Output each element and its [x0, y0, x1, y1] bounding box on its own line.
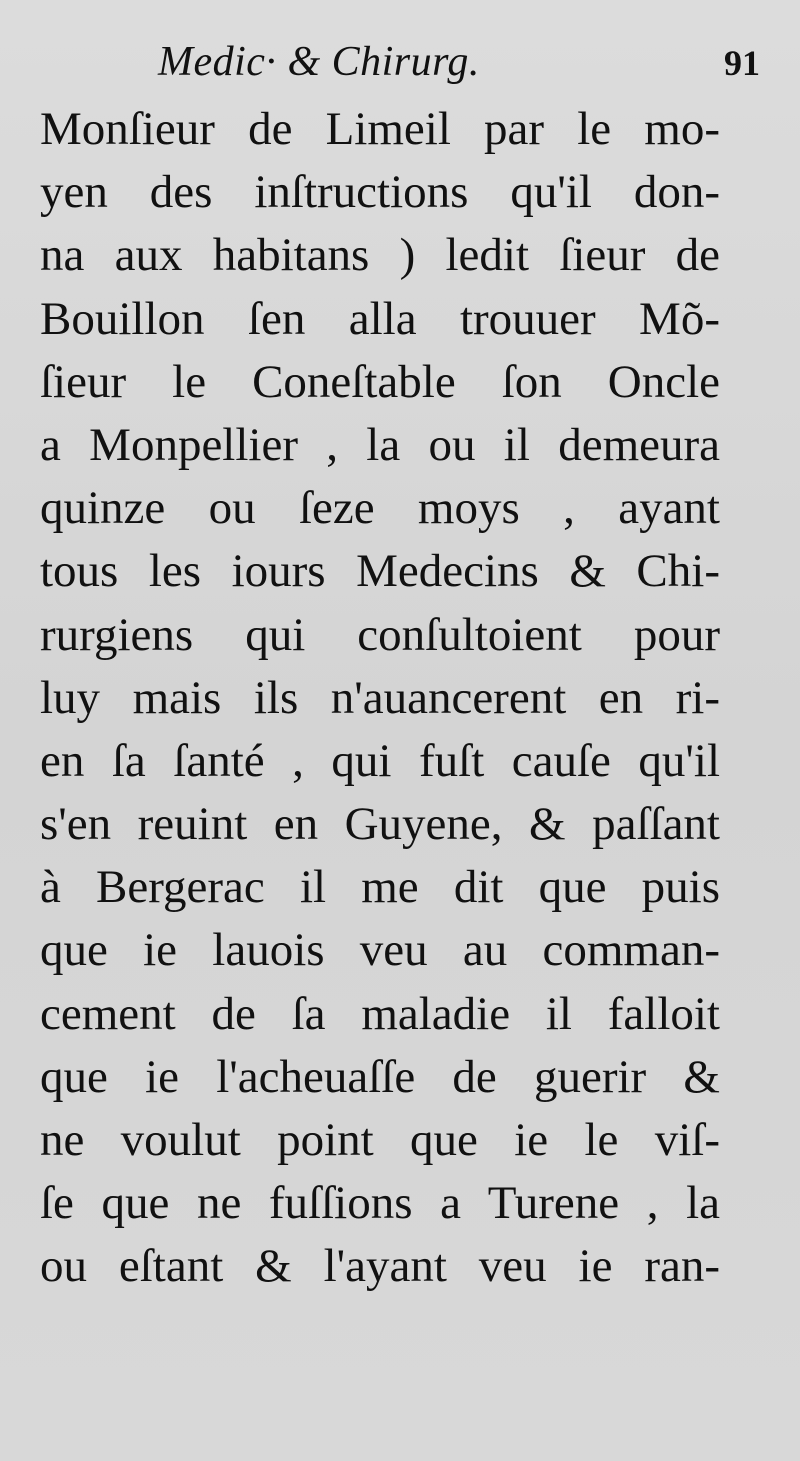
text-line: na aux habitans ) ledit ſieur de — [40, 229, 720, 282]
text-line: luy mais ils n'auancerent en ri- — [40, 671, 720, 724]
body-text — [40, 98, 720, 1299]
text-line: Bouillon ſen alla trouuer Mõ- — [40, 292, 720, 345]
running-head — [158, 38, 760, 98]
page-number: 91 — [724, 43, 760, 83]
text-line: ou eſtant & l'ayant veu ie ran- — [40, 1240, 720, 1293]
running-title: Medic· & Chirurg. — [158, 39, 480, 85]
text-line: tous les iours Medecins & Chi- — [40, 545, 720, 598]
text-line: que ie l'acheuaſſe de guerir & — [40, 1050, 720, 1103]
text-line: rurgiens qui conſultoient pour — [40, 608, 720, 661]
text-line: que ie lauois veu au comman- — [40, 924, 720, 977]
text-line: cement de ſa maladie il falloit — [40, 987, 720, 1040]
text-line: yen des inſtructions qu'il don- — [40, 166, 720, 219]
text-line: ne voulut point que ie le viſ- — [40, 1114, 720, 1166]
text-line: a Monpellier , la ou il demeura — [40, 418, 720, 471]
text-line: à Bergerac il me dit que puis — [40, 861, 720, 914]
text-line: ſieur le Coneſtable ſon Oncle — [40, 355, 720, 408]
text-line: ſe que ne fuſſions a Turene , la — [40, 1177, 720, 1230]
text-line: s'en reuint en Guyene, & paſſant — [40, 798, 720, 851]
text-line: Monſieur de Limeil par le mo- — [40, 103, 720, 155]
text-line: quinze ou ſeze moys , ayant — [40, 482, 720, 535]
text-line: en ſa ſanté , qui fuſt cauſe qu'il — [40, 734, 720, 787]
